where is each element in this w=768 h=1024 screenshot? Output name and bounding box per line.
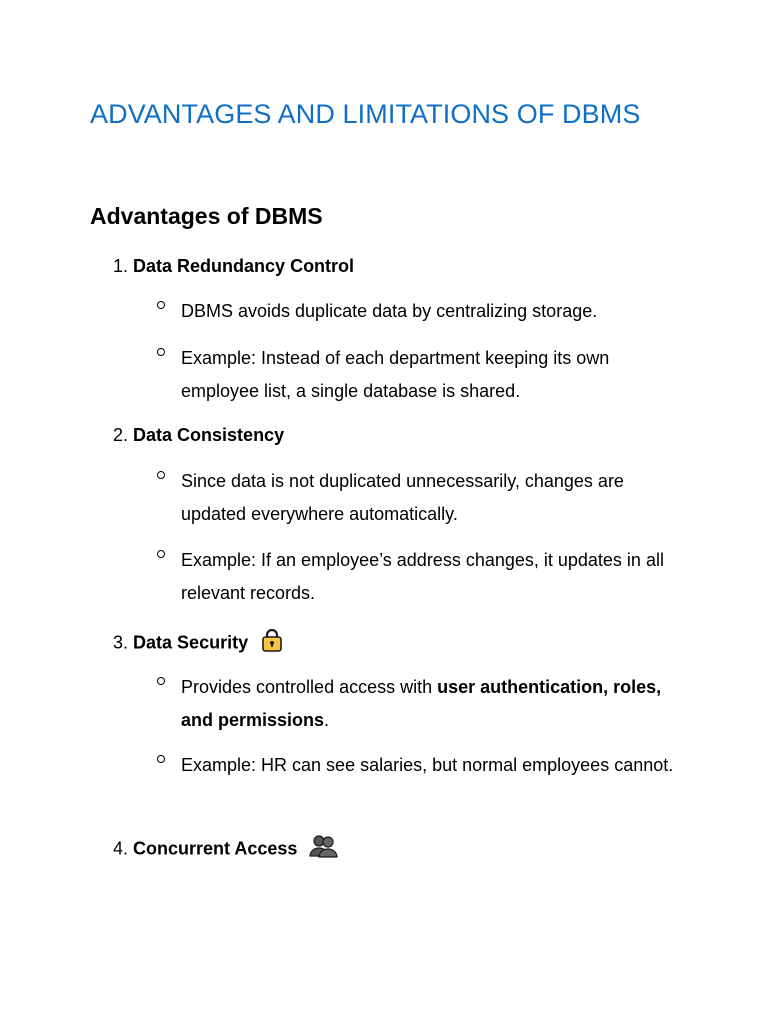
bullet-text-pre: Provides controlled access with bbox=[181, 677, 438, 697]
bullet-text: Since data is not duplicated unnecessarily, changes are updated everywhere automatically. bbox=[181, 471, 624, 524]
bullet-text-post: . bbox=[324, 710, 330, 730]
document-title: ADVANTAGES AND LIMITATIONS OF DBMS bbox=[90, 99, 641, 129]
lock-icon bbox=[259, 627, 285, 660]
users-icon bbox=[308, 833, 338, 866]
bullet-text-bold: user authentication, roles, and permissions bbox=[181, 677, 662, 730]
list-item-title bbox=[113, 422, 284, 448]
list-item-number: 4. bbox=[113, 838, 129, 859]
bullet-marker bbox=[157, 471, 165, 479]
section-heading: Advantages of DBMS bbox=[90, 203, 323, 229]
list-item-number: 1. bbox=[113, 256, 129, 276]
bullet-marker bbox=[157, 301, 165, 309]
list-item-title bbox=[113, 627, 285, 660]
bullet-text: Example: HR can see salaries, but normal employees cannot. bbox=[181, 755, 674, 775]
bullet-text bbox=[181, 671, 681, 737]
bullet-text: Example: Instead of each department keeping its own employee list, a single database is shared. bbox=[181, 348, 610, 401]
list-item-title bbox=[113, 833, 338, 866]
list-item-label: Data Security bbox=[133, 632, 249, 653]
bullet-marker bbox=[157, 348, 165, 356]
bullet-marker bbox=[157, 550, 165, 558]
list-item-label: Data Redundancy Control bbox=[133, 256, 355, 276]
bullet-marker bbox=[157, 677, 165, 685]
bullet-marker bbox=[157, 755, 165, 763]
list-item-number: 2. bbox=[113, 425, 129, 445]
list-item-label: Concurrent Access bbox=[133, 838, 298, 859]
list-item-label: Data Consistency bbox=[133, 425, 285, 445]
list-item-title bbox=[113, 253, 354, 279]
list-item-number: 3. bbox=[113, 632, 129, 653]
bullet-text: Example: If an employee’s address changes, it updates in all relevant records. bbox=[181, 550, 664, 603]
bullet-text: DBMS avoids duplicate data by centralizing storage. bbox=[181, 301, 598, 321]
